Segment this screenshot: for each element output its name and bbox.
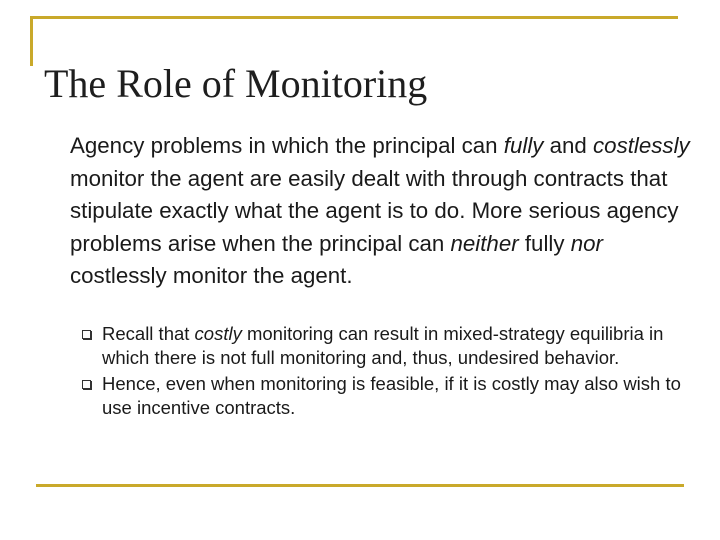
- hollow-square-icon: [82, 330, 91, 339]
- slide-title: The Role of Monitoring: [44, 61, 428, 106]
- text-run: and: [543, 133, 594, 158]
- emphasis-text: fully: [503, 133, 544, 158]
- bullet-text-hence: [102, 373, 681, 418]
- top-border-line: [30, 16, 678, 19]
- emphasis-text: neither: [450, 230, 519, 256]
- bullet-item-recall: [82, 322, 692, 370]
- emphasis-text: costlessly: [593, 133, 690, 158]
- text-run: costlessly monitor the agent.: [70, 263, 353, 288]
- emphasis-text: costly: [194, 323, 242, 344]
- intro-paragraph: [70, 130, 690, 293]
- bullet-item-hence: [82, 372, 692, 420]
- text-run: fully: [518, 230, 571, 256]
- text-run: Hence, even when monitoring is feasible, if it is costly may also wish to use incentive contracts.: [102, 373, 681, 418]
- hollow-square-icon: [82, 380, 91, 389]
- bullet-text-recall: [102, 323, 663, 368]
- bottom-border-line: [36, 484, 684, 487]
- left-border-line: [30, 16, 33, 66]
- text-run: Agency problems in which the principal can: [70, 133, 504, 158]
- emphasis-text: nor: [570, 230, 603, 256]
- text-run: monitoring can result in mixed-strategy equilibria in which there is not full monitoring and, thus, undesired behavior.: [102, 323, 664, 368]
- bullet-list: [82, 322, 692, 422]
- text-run: monitor the agent are easily dealt with through contracts that stipulate exactly what the agent is to do. More serious agency problems arise when the principal can: [70, 165, 679, 256]
- text-run: Recall that: [102, 323, 195, 344]
